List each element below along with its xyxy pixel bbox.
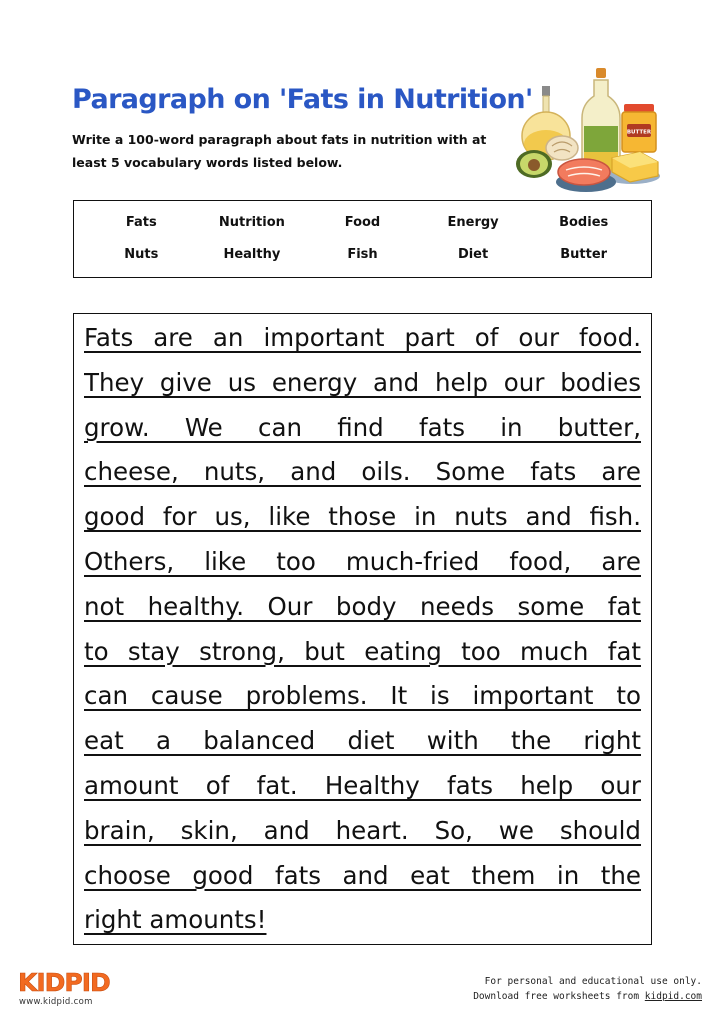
butter-jar-icon xyxy=(622,104,656,152)
footer-line-1: For personal and educational use only. xyxy=(484,976,702,987)
vocab-word-butter: Butter xyxy=(560,247,608,262)
vocab-word-bodies: Bodies xyxy=(559,215,609,230)
vocab-word-nutrition: Nutrition xyxy=(218,215,285,230)
walnut-icon xyxy=(546,136,578,160)
footer-site-link[interactable]: kidpid.com xyxy=(644,991,702,1002)
paragraph-box xyxy=(73,313,652,945)
fats-foods-illustration xyxy=(514,64,664,196)
vocab-word-food: Food xyxy=(344,215,381,230)
paragraph-line: Others, like too much-fried food, are xyxy=(84,546,641,576)
paragraph-line: cheese, nuts, and oils. Some fats are xyxy=(84,457,641,487)
paragraph-line: eat a balanced diet with the right xyxy=(84,726,641,756)
vocabulary-box xyxy=(73,200,652,278)
logo-text: KIDPID xyxy=(18,968,110,996)
footer-notice xyxy=(473,974,702,1004)
paragraph-line: grow. We can find fats in butter, xyxy=(84,412,641,442)
paragraph-line: amount of fat. Healthy fats help our xyxy=(84,770,641,800)
logo-url: www.kidpid.com xyxy=(19,997,93,1007)
footer-download-text: Download free worksheets from xyxy=(473,991,645,1002)
paragraph-line: Fats are an important part of our food. xyxy=(84,323,641,352)
paragraph-line: right amounts! xyxy=(84,905,267,935)
instructions-text: Write a 100-word paragraph about fats in nutrition with at least 5 vocabulary words listed below. xyxy=(72,132,487,170)
paragraph-line: can cause problems. It is important to xyxy=(84,681,641,711)
paragraph-line: to stay strong, but eating too much fat xyxy=(84,636,641,666)
vocab-word-diet: Diet xyxy=(457,247,489,262)
paragraph-line: choose good fats and eat them in the xyxy=(84,860,641,890)
paragraph-text xyxy=(84,316,641,943)
paragraph-line: not healthy. Our body needs some fat xyxy=(84,591,641,621)
vocabulary-row xyxy=(86,247,639,262)
page-title: Paragraph on 'Fats in Nutrition' xyxy=(72,84,533,115)
paragraph-line: good for us, like those in nuts and fish. xyxy=(84,502,641,532)
vocabulary-row xyxy=(86,215,639,230)
vocab-word-nuts: Nuts xyxy=(124,247,159,262)
vocab-word-fats: Fats xyxy=(125,215,157,230)
paragraph-line: brain, skin, and heart. So, we should xyxy=(84,815,641,845)
footer-line-2 xyxy=(473,989,702,1004)
butter-label: BUTTER xyxy=(626,129,652,136)
paragraph-line: They give us energy and help our bodies xyxy=(84,367,641,397)
vocab-word-fish: Fish xyxy=(347,247,378,262)
kidpid-logo xyxy=(16,966,116,996)
vocab-word-energy: Energy xyxy=(447,215,499,230)
vocab-word-healthy: Healthy xyxy=(223,247,281,262)
avocado-icon xyxy=(516,150,552,178)
